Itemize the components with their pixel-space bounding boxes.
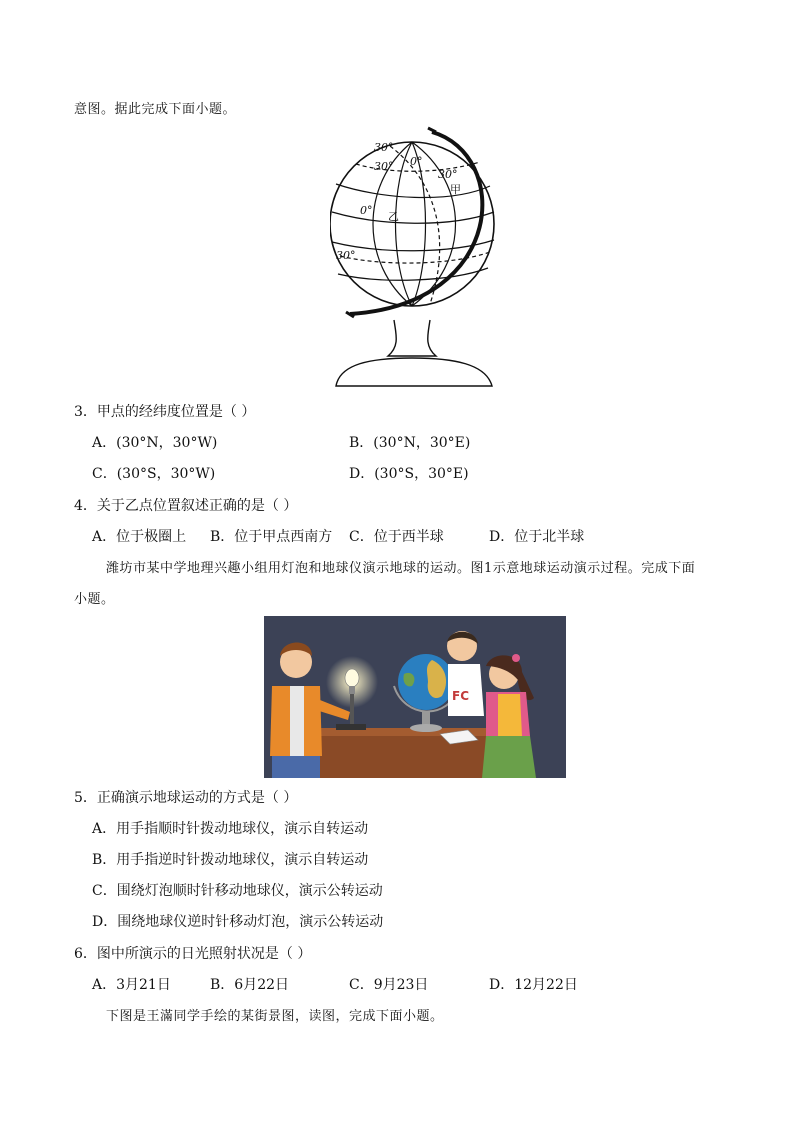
- label-point-yi: 乙: [388, 210, 399, 223]
- intro-text-2-cont: 小题。: [74, 592, 115, 607]
- label-point-jia: 甲: [450, 183, 461, 196]
- question-5-option-a: A．用手指顺时针拨动地球仪，演示自转运动: [92, 821, 369, 837]
- question-3-option-a: A．(30°N，30°W): [92, 435, 218, 451]
- question-3-stem: 3．甲点的经纬度位置是（ ）: [74, 404, 256, 420]
- svg-text:FC: FC: [452, 689, 470, 703]
- globe-stand-neck: [388, 320, 436, 356]
- label-lat30s: 30°: [336, 249, 356, 262]
- globe-diagram: [330, 124, 500, 390]
- globe-stand: [410, 724, 442, 732]
- question-4-stem: 4．关于乙点位置叙述正确的是（ ）: [74, 498, 298, 514]
- label-lat30n-mid: 30°: [374, 160, 394, 173]
- label-lon0-top: 0°: [410, 155, 423, 168]
- question-3-option-c: C．(30°S，30°W): [92, 466, 216, 482]
- label-lon0-equator: 0°: [360, 204, 373, 217]
- question-6-option-a: A．3月21日: [92, 977, 171, 993]
- intro-text-2: 潍坊市某中学地理兴趣小组用灯泡和地球仪演示地球的运动。图1示意地球运动演示过程。完成下面: [106, 561, 696, 576]
- question-5-stem: 5．正确演示地球运动的方式是（ ）: [74, 790, 298, 806]
- intro-text: 意图。据此完成下面小题。: [74, 102, 237, 117]
- question-4-option-b: B．位于甲点西南方: [210, 529, 333, 545]
- latitude-line: [338, 268, 488, 280]
- question-4-option-a: A．位于极圈上: [92, 529, 187, 545]
- lamp-base: [336, 724, 366, 730]
- question-4-option-d: D．位于北半球: [489, 529, 585, 545]
- label-lon30-right: 30°: [438, 168, 458, 181]
- question-3-option-b: B．(30°N，30°E): [349, 435, 471, 451]
- latitude-line: [332, 212, 494, 223]
- question-6-option-c: C．9月23日: [349, 977, 429, 993]
- light-bulb-icon: [345, 669, 359, 687]
- question-4-option-c: C．位于西半球: [349, 529, 444, 545]
- question-5-option-d: D．围绕地球仪逆时针移动灯泡，演示公转运动: [92, 914, 384, 930]
- latitude-line: [336, 184, 490, 198]
- intro-text-3: 下图是王滿同学手绘的某街景图，读图，完成下面小题。: [106, 1009, 444, 1024]
- earth-motion-illustration: [264, 616, 566, 778]
- girl-skirt: [482, 736, 536, 778]
- question-5-option-b: B．用手指逆时针拨动地球仪，演示自转运动: [92, 852, 369, 868]
- question-6-option-d: D．12月22日: [489, 977, 578, 993]
- question-5-option-c: C．围绕灯泡顺时针移动地球仪，演示公转运动: [92, 883, 383, 899]
- label-lat30n-left: 30°: [374, 141, 394, 154]
- question-3-option-d: D．(30°S，30°E): [349, 466, 469, 482]
- question-6-stem: 6．图中所演示的日光照射状况是（ ）: [74, 946, 312, 962]
- question-6-option-b: B．6月22日: [210, 977, 290, 993]
- globe-stand-base: [336, 358, 492, 386]
